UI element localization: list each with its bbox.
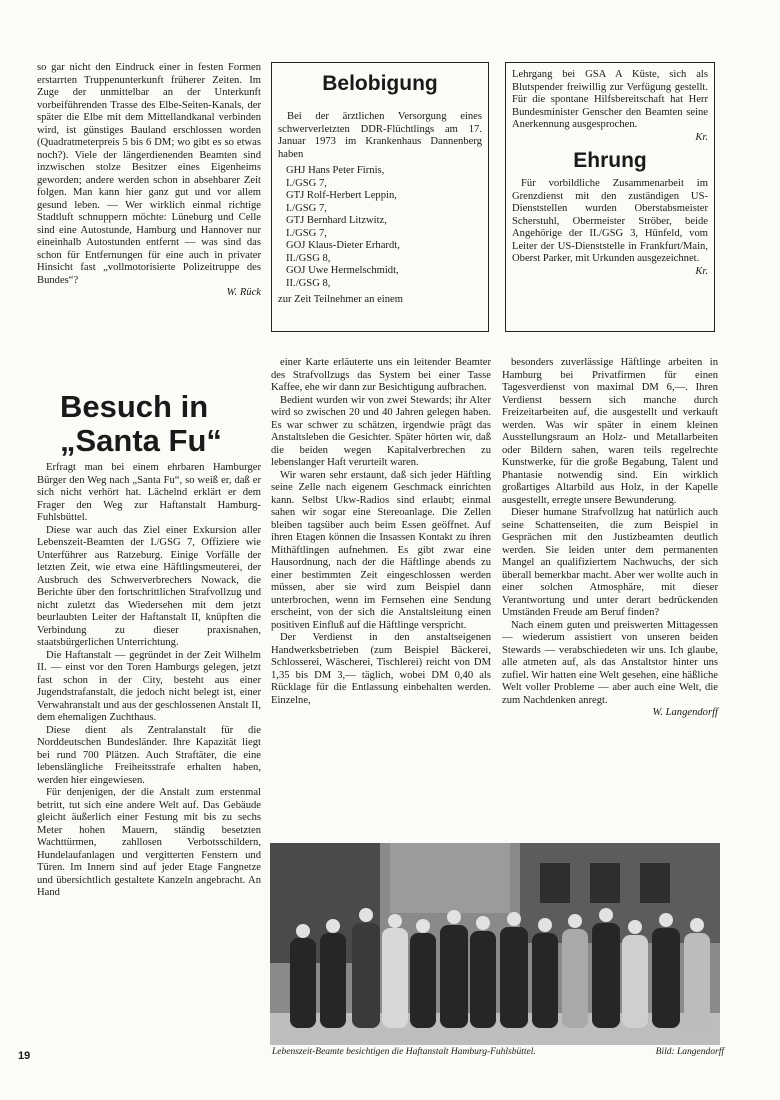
article-paragraph: besonders zuverlässige Häftlinge arbeiten in Hamburg bei Privatfirmen für einen Tagesverdienst von maximal DM 6,—. Ihren Verdienst bessern sich manche durch Freizeitarbeiten auf, die ausgestellt und verkauft werden. Was wir später in einem kleinen Ausstellungsraum an Holz- und Metallarbeiten oder Bildern sahen, waren teils regelrechte Kunstwerke, für die große Begabung, Talent und Phantasie notwendig sind. Ein wirklich großartiges Altarbild aus Holz, in der Kapelle ausgestellt, erregte unsere Bewunderung. xyxy=(502,357,718,506)
article-paragraph: Erfragt man bei einem ehrbaren Hamburger Bürger den Weg nach „Santa Fu“, so weiß er, daß er sich nicht verhört hat. Lächelnd erklärt er dem Frager den Weg zur Haftanstalt Hamburg-Fuhlsbüttel. xyxy=(37,462,261,523)
article-paragraph: Die Haftanstalt — gegründet in der Zeit Wilhelm II. — einst vor den Toren Hamburgs gelegen, jetzt fast schon in der City, besteht aus einer Jugendstrafanstalt, die jedoch nicht belegt ist, einer Verwahranstalt und aus der geschlossenen Anstalt II, dem ehemaligen Zuchthaus. xyxy=(37,649,261,723)
belobigung-outro: zur Zeit Teilnehmer an einem xyxy=(278,294,403,305)
article-signature: W. Langendorff xyxy=(652,707,718,718)
group-photo xyxy=(270,843,720,1045)
honoree-line: GTJ Bernhard Litzwitz, xyxy=(286,215,387,226)
article-paragraph: Dieser humane Strafvollzug hat natürlich auch seine Schattenseiten, die zum Beispiel in Gesprächen mit den Justizbeamten deutlich werden. Sie leiden unter dem permanenten Mangel an qualifiziertem Nachwuchs, der sich überall bemerkbar macht. Aber wer wollte auch in einer solchen Atmosphäre, mit dieser Verantwortung und unter derart bedrückenden Umständen Freude am Beruf finden? xyxy=(502,507,718,618)
page-number: 19 xyxy=(18,1050,31,1062)
article-paragraph: Für denjenigen, der die Anstalt zum erstenmal betritt, tut sich eine andere Welt auf. Das Gebäude gleicht äußerlich einer Festung mit bis zu sechs Meter hohen Mauern, ständig besetzten Wachttürmen, zahllosen Verbotsschildern, Hundelaufanlagen und vergitterten Fenstern und Türen. Im Innern sind auf jeder Etage Fangnetze und übersichtlich gestaltete Kanzeln angebracht. An Hand xyxy=(37,787,261,898)
honoree-line: GOJ Uwe Hermelschmidt, xyxy=(286,265,399,276)
honoree-line: I./GSG 7, xyxy=(286,227,327,239)
honoree-line: GTJ Rolf-Herbert Leppin, xyxy=(286,190,397,201)
photo-caption-text: Lebenszeit-Beamte besichtigen die Haftanstalt Hamburg-Fuhlsbüttel. xyxy=(272,1047,536,1057)
article-paragraph: Der Verdienst in den anstaltseigenen Handwerksbetrieben (zum Beispiel Bäckerei, Schlosserei, Wäscherei, Tischlerei) reicht von DM 1,35 bis DM 3,— täglich, wobei DM 0,40 als Rücklage für die Entlassung einbehalten werden. Einzelne, xyxy=(271,632,491,706)
ehrung-lead-signature: Kr. xyxy=(695,131,708,143)
article-column-3 xyxy=(502,357,718,720)
headline-line-2: „Santa Fu“ xyxy=(60,423,222,458)
article-paragraph: Bedient wurden wir von zwei Stewards; ihr Alter wird so zwischen 20 und 40 Jahren gelegen haben. Es war schwer zu schätzen, irgendwie prägt das Anstaltsleben die Gesichter. Später hörten wir, daß die beiden wegen Kapitalverbrechen zu lebenslanger Haft verurteilt waren. xyxy=(271,394,491,468)
article-column-2 xyxy=(271,357,491,707)
ehrung-text: Für vorbildliche Zusammenarbeit im Grenzdienst mit den zuständigen US-Dienststellen wurden Oberstabsmeister Scherstuhl, Obermeister Ströber, beide Angehörige der II./GSG 3, Hünfeld, vom Leiter der US-Dienststelle in Frankfurt/Main, Oberst Parker, mit Urkunden ausgezeichnet. xyxy=(512,178,708,264)
article-column-1 xyxy=(37,462,261,900)
honoree-line: II./GSG 8, xyxy=(286,252,331,264)
belobigung-body xyxy=(278,111,482,307)
honoree-line: I./GSG 7, xyxy=(286,202,327,214)
article-paragraph: einer Karte erläuterte uns ein leitender Beamter des Strafvollzugs das System bei einer Tasse Kaffee, ehe wir dann zur Besichtigung aufbrachen. xyxy=(271,357,491,393)
ehrung-signature: Kr. xyxy=(695,265,708,277)
ehrung-title: Ehrung xyxy=(573,149,647,172)
article-paragraph: Nach einem guten und preiswerten Mittagessen — wiederum assistiert von unseren beiden Stewards — verabschiedeten wir uns. Ich glaube, alle atmeten auf, als das Anstaltstor hinter uns zufiel. Wir hatten eine Welt gesehen, eine häßliche Welt voller Probleme — aber auch eine Welt, die zum Nachdenken anregt. xyxy=(502,619,718,706)
belobigung-title: Belobigung xyxy=(322,72,438,95)
belobigung-box xyxy=(271,62,489,332)
article-headline xyxy=(60,390,260,458)
intro-signature: W. Rück xyxy=(226,287,261,298)
belobigung-names xyxy=(286,165,482,290)
honoree-line: II./GSG 8, xyxy=(286,277,331,289)
photo-caption xyxy=(272,1047,724,1057)
headline-line-1: Besuch in xyxy=(60,389,209,424)
photo-credit: Bild: Langendorff xyxy=(655,1047,724,1057)
honoree-line: I./GSG 7, xyxy=(286,177,327,189)
ehrung-lead: Lehrgang bei GSA A Küste, sich als Blutspender freiwillig zur Verfügung gestellt. Für die spontane Hilfsbereitschaft hat Herr Bundesminister Genscher den Beamten seine Anerkennung ausgesprochen. xyxy=(512,69,708,130)
article-paragraph: Diese war auch das Ziel einer Exkursion aller Lebenszeit-Beamten der I./GSG 7, Offiziere wie Unterführer aus Ratzeburg. Einige Vorfälle der letzten Zeit, wie etwa eine Häftlingsmeuterei, der Ausbruch des Schwerverbrechers Nowack, die Berichte über den fortschrittlichen Strafvollzug und nicht zuletzt das Wiedersehen mit dem jetzt beurlaubten Leiter der Haftanstalt II, knüpften die Verbindung zu dieser praxisnahen, staatsbürgerlichen Unterrichtung. xyxy=(37,524,261,648)
article-paragraph: Diese dient als Zentralanstalt für die Norddeutschen Bundesländer. Ihre Kapazität liegt bei rund 700 Plätzen. Auch Straftäter, die eine lebenslängliche Freiheitsstrafe erhalten haben, werden hier eingewiesen. xyxy=(37,724,261,786)
ehrung-body xyxy=(512,69,708,278)
ehrung-box xyxy=(505,62,715,332)
belobigung-intro: Bei der ärztlichen Versorgung eines schwerverletzten DDR-Flüchtlings am 17. Januar 1973 im Krankenhaus Dannenberg haben xyxy=(278,111,482,160)
intro-column xyxy=(37,62,261,300)
group-photo-image xyxy=(270,843,720,1045)
article-paragraph: Wir waren sehr erstaunt, daß sich jeder Häftling seine Zelle nach eigenem Geschmack einrichten kann. Selbst Ukw-Radios sind erlaubt; einmal sahen wir sogar eine Stereoanlage. Die Zellen bleiben tagsüber auch beim Essen geöffnet. Auf ihren Etagen können die Insassen Kontakt zu ihren Mithäftlingen aufnehmen. Es gibt zwar eine Hausordnung, nach der die Häftlinge abends zu einer bestimmten Zeit eingeschlossen werden müssen, aber sie wird zum Beispiel dann unterbrochen, wenn im Fernsehen eine Sendung erscheint, von der sich die Anstaltsleitung einen positiven Einfluß auf die Häftlinge verspricht. xyxy=(271,469,491,631)
intro-text: so gar nicht den Eindruck einer in festen Formen erstarrten Truppenunterkunft früherer Zeiten. Im Zuge der unmittelbar an der Unterkunft vorbeiführenden Trasse des Elbe-Seiten-Kanals, der später die Elbe mit dem Mittellandkanal verbinden wird, ist günstiges Bauland erschlossen worden (Quadratmeterpreis 5 bis 6 DM; wo gibt es so etwas noch?). Viele der längerdienenden Beamten sind inzwischen stolze Besitzer eines Eigenheims geworden; andere werden schon in absehbarer Zeit folgen. Man kann hier ganz gut und vor allem gesund leben. — Wer wirklich einmal richtige Stadtluft schnuppern möchte: Lüneburg und Celle sind eine Autostunde, Hamburg und Hannover nur eineinhalb Autostunden entfernt — was sind das schon für Entfernungen für eine auch in privater Hinsicht fast „vollmotorisierte Polizeitruppe des Bundes“? xyxy=(37,62,261,286)
honoree-line: GOJ Klaus-Dieter Erhardt, xyxy=(286,240,400,251)
honoree-line: GHJ Hans Peter Firnis, xyxy=(286,165,385,176)
